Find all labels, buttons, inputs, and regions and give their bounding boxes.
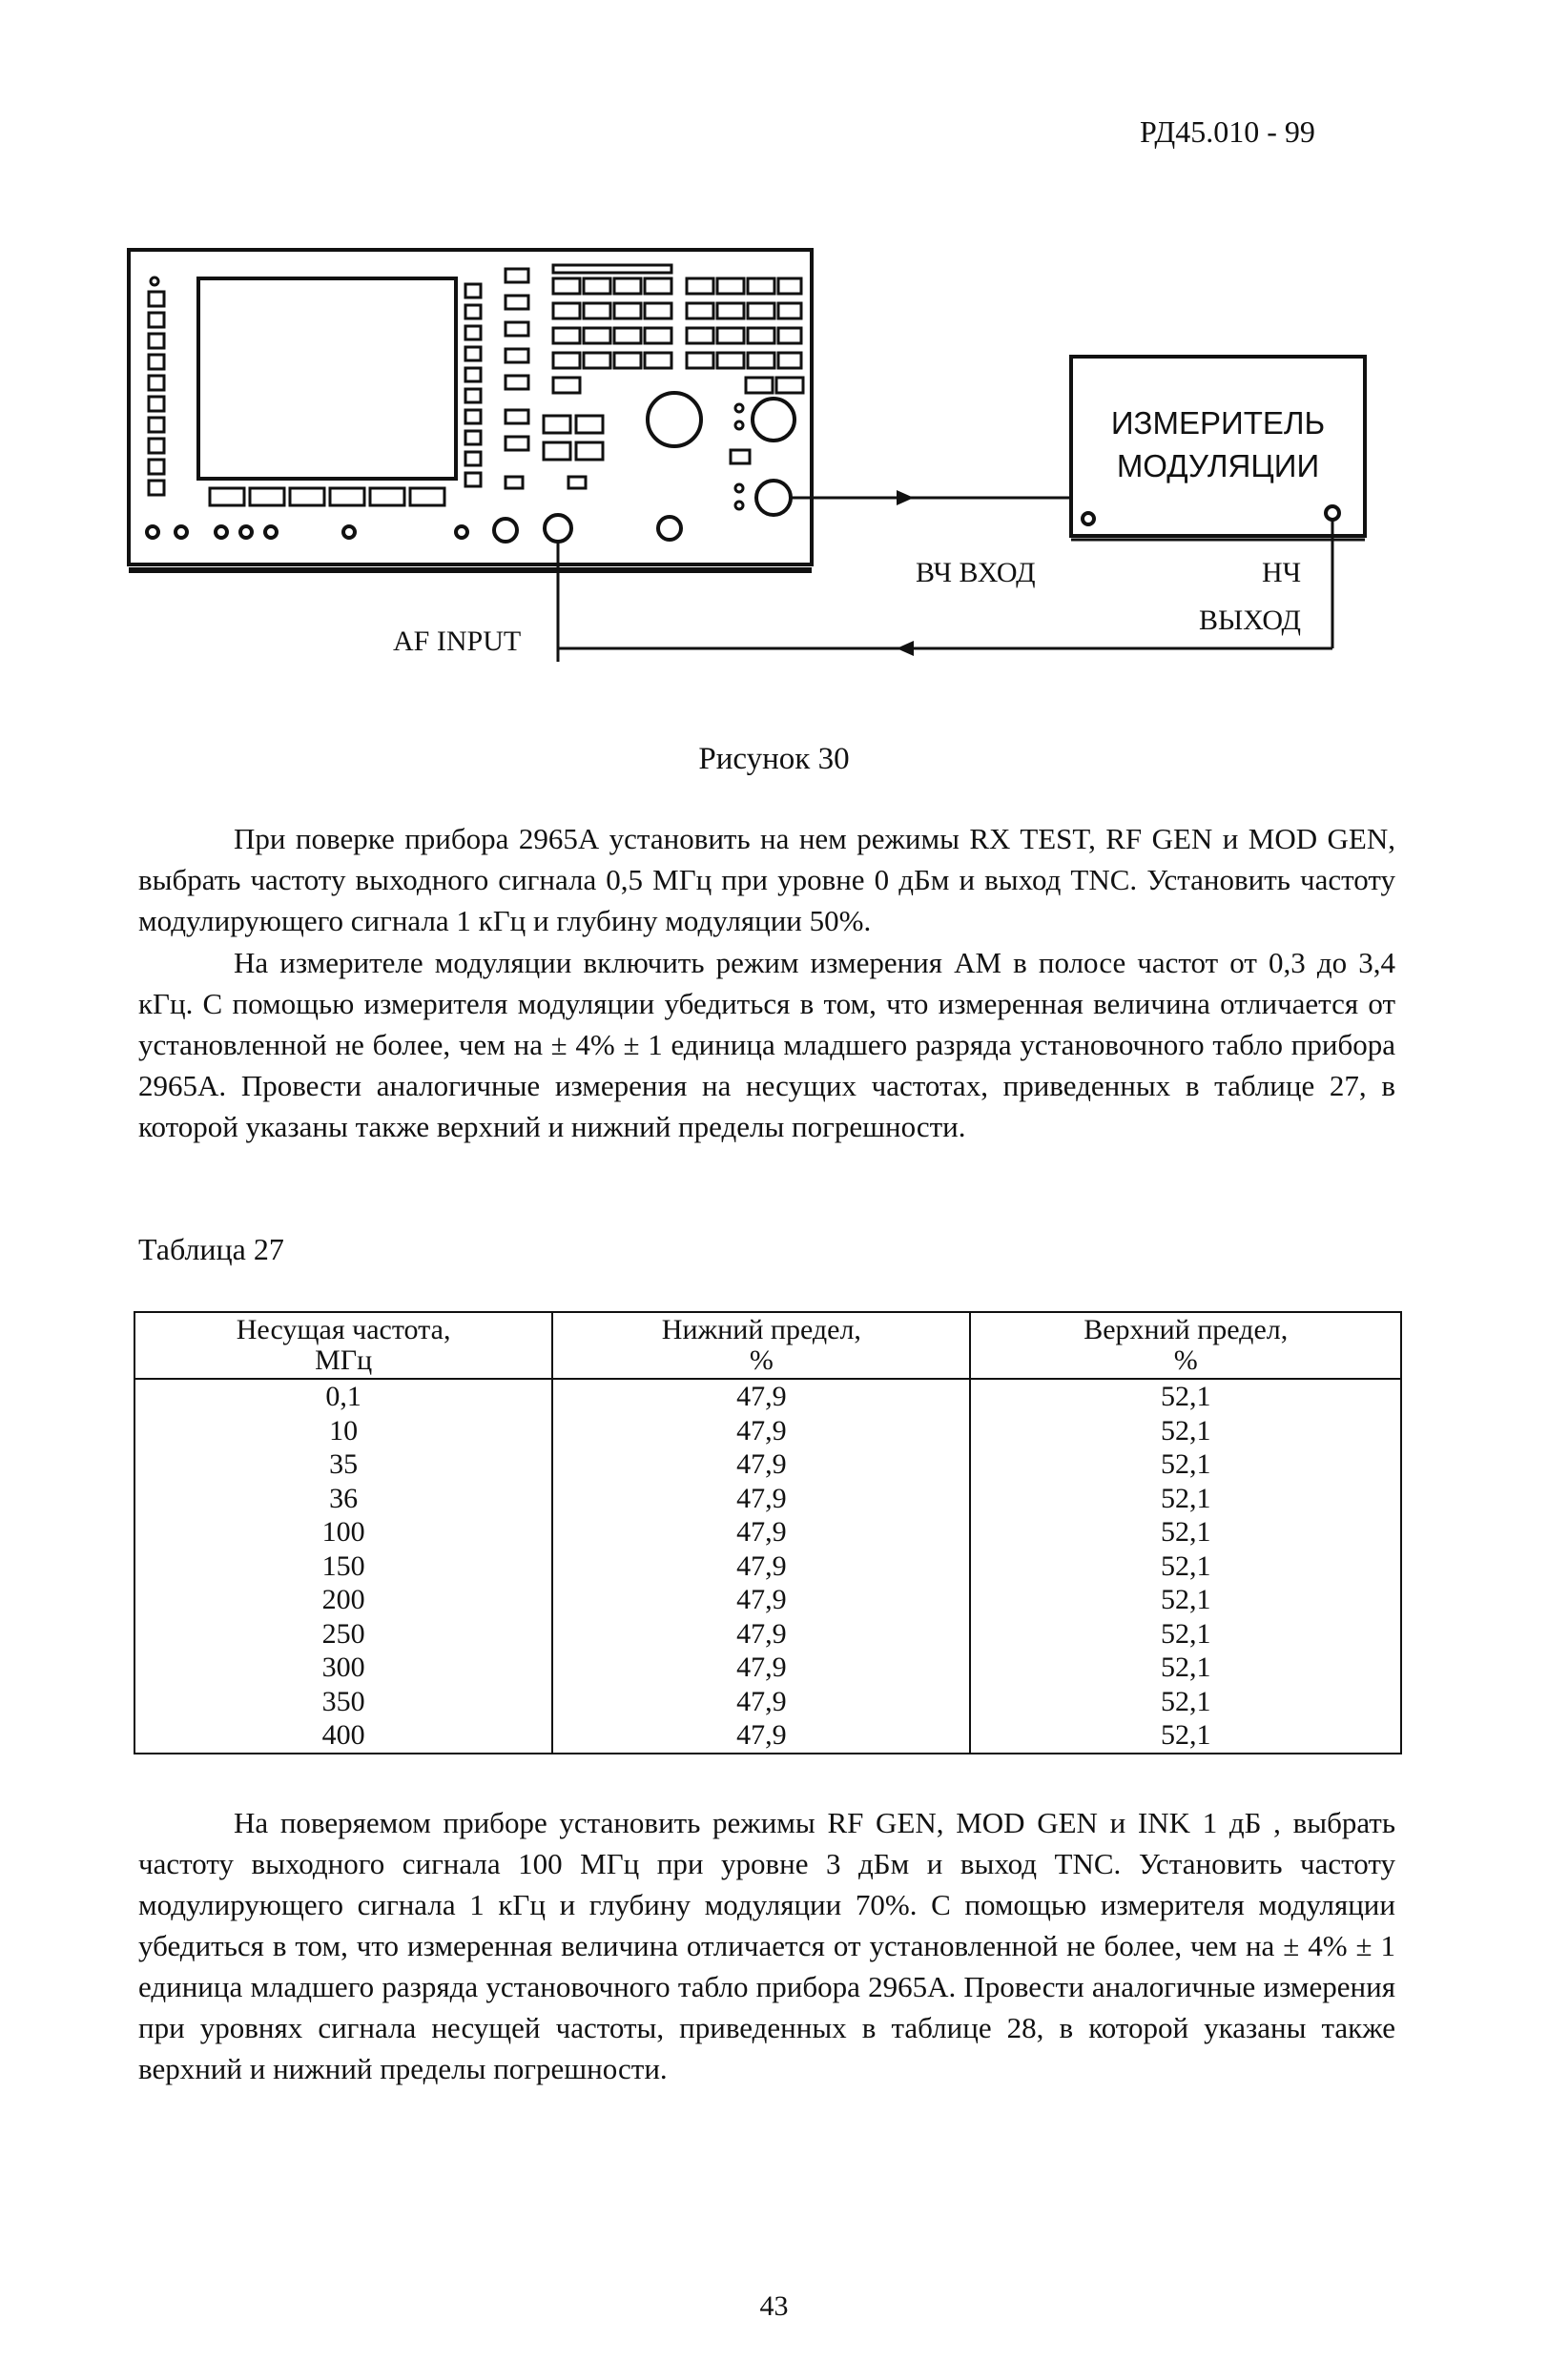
table-27 xyxy=(134,1311,1402,1754)
table-row xyxy=(134,1685,1401,1719)
cell-upper: 52,1 xyxy=(970,1447,1401,1482)
rf-input-label: ВЧ ВХОД xyxy=(916,557,1036,588)
header-upper-limit: Верхний предел, % xyxy=(970,1312,1401,1379)
tuning-knob xyxy=(648,393,701,446)
cell-lower: 47,9 xyxy=(552,1718,970,1754)
cell-frequency: 150 xyxy=(134,1549,552,1584)
header-lower-limit: Нижний предел, % xyxy=(552,1312,970,1379)
cell-frequency: 250 xyxy=(134,1617,552,1652)
meter-label-line2: МОДУЛЯЦИИ xyxy=(1116,448,1320,483)
cell-frequency: 10 xyxy=(134,1414,552,1448)
meter-rf-input-jack xyxy=(1083,513,1094,524)
table-row xyxy=(134,1482,1401,1516)
cell-lower: 47,9 xyxy=(552,1685,970,1719)
keypad xyxy=(506,265,803,488)
bottom-connectors xyxy=(147,515,681,542)
cell-frequency: 400 xyxy=(134,1718,552,1754)
modulation-meter xyxy=(1071,357,1365,540)
table-row xyxy=(134,1549,1401,1584)
table-row xyxy=(134,1447,1401,1482)
table-row xyxy=(134,1379,1401,1414)
cell-lower: 47,9 xyxy=(552,1482,970,1516)
softkeys xyxy=(210,488,444,505)
af-input-label: AF INPUT xyxy=(393,626,522,657)
cell-upper: 52,1 xyxy=(970,1718,1401,1754)
table-row xyxy=(134,1583,1401,1617)
cell-lower: 47,9 xyxy=(552,1583,970,1617)
cell-lower: 47,9 xyxy=(552,1549,970,1584)
cell-frequency: 0,1 xyxy=(134,1379,552,1414)
document-number: РД45.010 - 99 xyxy=(1140,114,1315,149)
table-title: Таблица 27 xyxy=(138,1232,284,1266)
arrow-to-meter xyxy=(897,490,914,505)
cell-frequency: 350 xyxy=(134,1685,552,1719)
arrow-to-af-input xyxy=(897,641,914,656)
rf-output-connector xyxy=(756,481,791,515)
paragraph-2: На измерителе модуляции включить режим измерения АМ в полосе частот от 0,3 до 3,4 кГц. С помощью измерителя модуляции убедиться в том, что измеренная величина отличается от установленной не более, чем на ± 4% ± 1 единица младшего разряда установочного табло прибора 2965А. Провести аналогичные измерения на несущих частотах, приведенных в таблице 27, в которой указаны также верхний и нижний пределы погрешности. xyxy=(138,946,1395,1143)
cell-upper: 52,1 xyxy=(970,1482,1401,1516)
table-row xyxy=(134,1617,1401,1652)
cell-lower: 47,9 xyxy=(552,1515,970,1549)
cell-upper: 52,1 xyxy=(970,1685,1401,1719)
cell-lower: 47,9 xyxy=(552,1447,970,1482)
cell-upper: 52,1 xyxy=(970,1651,1401,1685)
meter-label-line1: ИЗМЕРИТЕЛЬ xyxy=(1110,405,1326,441)
instrument-2965a xyxy=(129,250,812,570)
cell-frequency: 36 xyxy=(134,1482,552,1516)
instrument-screen xyxy=(198,278,456,479)
cell-upper: 52,1 xyxy=(970,1379,1401,1414)
table-row xyxy=(134,1414,1401,1448)
table-row xyxy=(134,1651,1401,1685)
table-header-row xyxy=(134,1312,1401,1379)
header-carrier-frequency: Несущая частота, МГц xyxy=(134,1312,552,1379)
lf-output-label-line2: ВЫХОД xyxy=(1199,605,1301,636)
side-keys xyxy=(465,284,481,486)
cell-lower: 47,9 xyxy=(552,1414,970,1448)
page-number: 43 xyxy=(759,2290,789,2322)
left-keys xyxy=(149,277,164,495)
paragraph-3: На поверяемом приборе установить режимы RF GEN, MOD GEN и INK 1 дБ , выбрать частоту выходного сигнала 100 МГц при уровне 3 дБм и выход TNC. Установить частоту модулирующего сигнала 1 кГц и глубину модуляции 70%. С помощью измерителя модуляции убедиться в том, что измеренная величина отличается от установленной не более, чем на ± 4% ± 1 единица младшего разряда установочного табло прибора 2965А. Провести аналогичные измерения при уровнях сигнала несущей частоты, приведенных в таблице 28, в которой указаны также верхний и нижний пределы погрешности. xyxy=(138,1806,1395,2085)
table-row xyxy=(134,1515,1401,1549)
cell-frequency: 100 xyxy=(134,1515,552,1549)
cell-upper: 52,1 xyxy=(970,1583,1401,1617)
cell-lower: 47,9 xyxy=(552,1651,970,1685)
cell-upper: 52,1 xyxy=(970,1617,1401,1652)
cell-upper: 52,1 xyxy=(970,1414,1401,1448)
cell-upper: 52,1 xyxy=(970,1515,1401,1549)
lf-output-label-line1: НЧ xyxy=(1262,557,1302,588)
cell-frequency: 35 xyxy=(134,1447,552,1482)
connector-top xyxy=(753,399,795,441)
meter-lf-output-jack xyxy=(1326,506,1339,520)
paragraph-1: При поверке прибора 2965А установить на нем режимы RX TEST, RF GEN и MOD GEN, выбрать частоту выходного сигнала 0,5 МГц при уровне 0 дБм и выход TNC. Установить частоту модулирующего сигнала 1 кГц и глубину модуляции 50%. xyxy=(138,822,1395,937)
cell-upper: 52,1 xyxy=(970,1549,1401,1584)
cell-lower: 47,9 xyxy=(552,1617,970,1652)
figure-caption: Рисунок 30 xyxy=(698,742,850,776)
cell-frequency: 200 xyxy=(134,1583,552,1617)
table-row xyxy=(134,1718,1401,1754)
cell-frequency: 300 xyxy=(134,1651,552,1685)
connection-diagram xyxy=(0,0,1548,706)
cell-lower: 47,9 xyxy=(552,1379,970,1414)
